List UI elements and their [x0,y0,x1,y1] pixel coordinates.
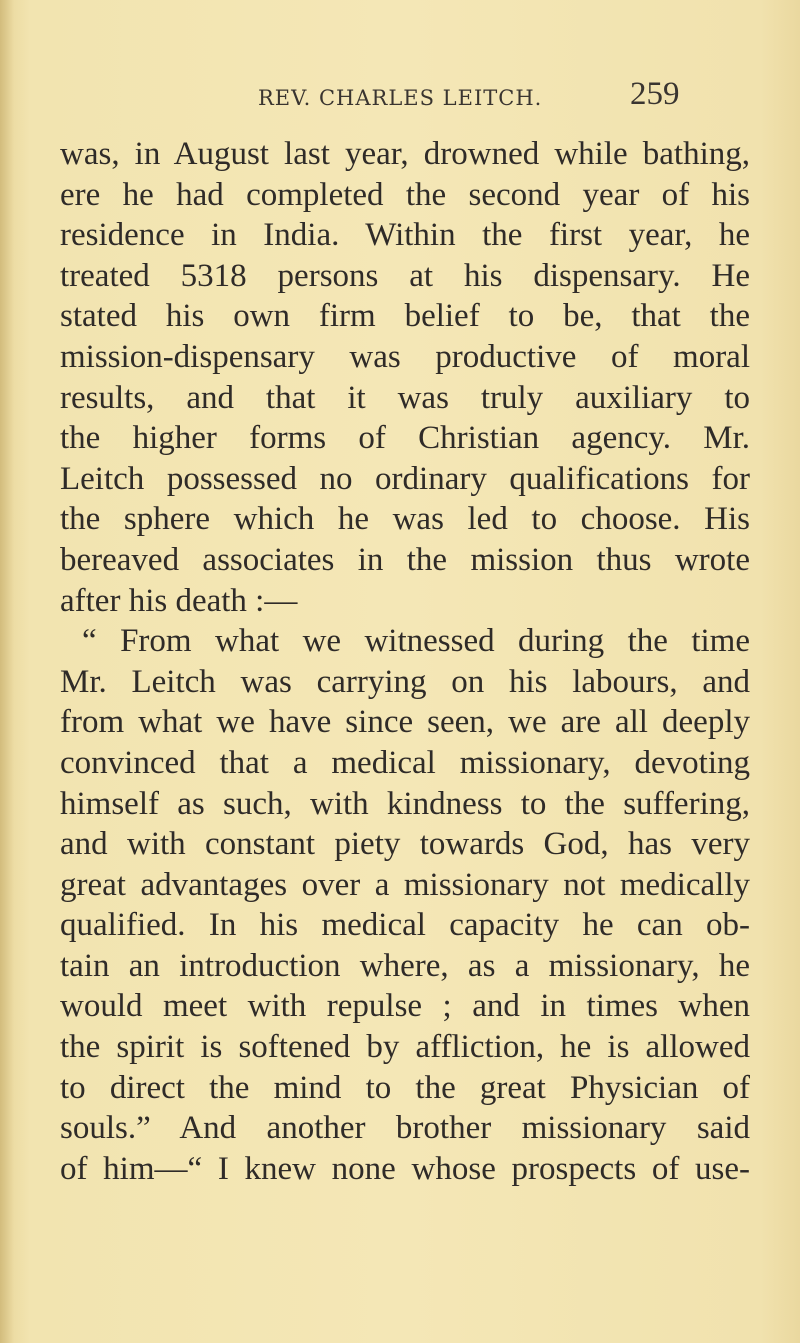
text-line: after his death :— [60,582,298,619]
quote-line: and with constant piety towards God, has very [60,826,750,863]
text-line: of him—“ I knew none whose prospects of use- [60,1150,750,1187]
text-line: stated his own firm belief to be, that the [60,298,750,335]
quote-line: tain an introduction where, as a missionary, he [60,947,750,984]
page-edge-shadow [0,0,14,1343]
text-line: treated 5318 persons at his dispensary. He [60,257,750,294]
body-text [60,134,750,1189]
text-line: was, in August last year, drowned while bathing, [60,136,750,172]
quote-line: convinced that a medical missionary, devoting [60,744,750,781]
text-line: Leitch possessed no ordinary qualifications for [60,460,750,497]
text-line: the higher forms of Christian agency. Mr. [60,420,750,457]
quote-line: “ From what we witnessed during the time [82,623,750,660]
quote-line: himself as such, with kindness to the suffering, [60,785,750,822]
quote-line: great advantages over a missionary not medically [60,866,750,903]
quote-line: from what we have since seen, we are all deeply [60,704,750,741]
quote-line: the spirit is softened by affliction, he is allowed [60,1029,750,1066]
text-line: ere he had completed the second year of his [60,176,750,213]
text-line: souls.” And another brother missionary said [60,1110,750,1147]
page-number: 259 [630,76,680,112]
text-line: results, and that it was truly auxiliary to [60,379,750,416]
text-line: mission-dispensary was productive of moral [60,338,750,375]
quote-line: would meet with repulse ; and in times when [60,988,750,1025]
text-line: bereaved associates in the mission thus wrote [60,541,750,578]
quote-line: qualified. In his medical capacity he can ob- [60,907,750,944]
quote-line: Mr. Leitch was carrying on his labours, and [60,663,750,700]
text-line: residence in India. Within the first year, he [60,217,750,254]
text-line: the sphere which he was led to choose. His [60,501,750,538]
running-head: REV. CHARLES LEITCH. [258,86,543,110]
quote-line: to direct the mind to the great Physician of [60,1069,750,1106]
